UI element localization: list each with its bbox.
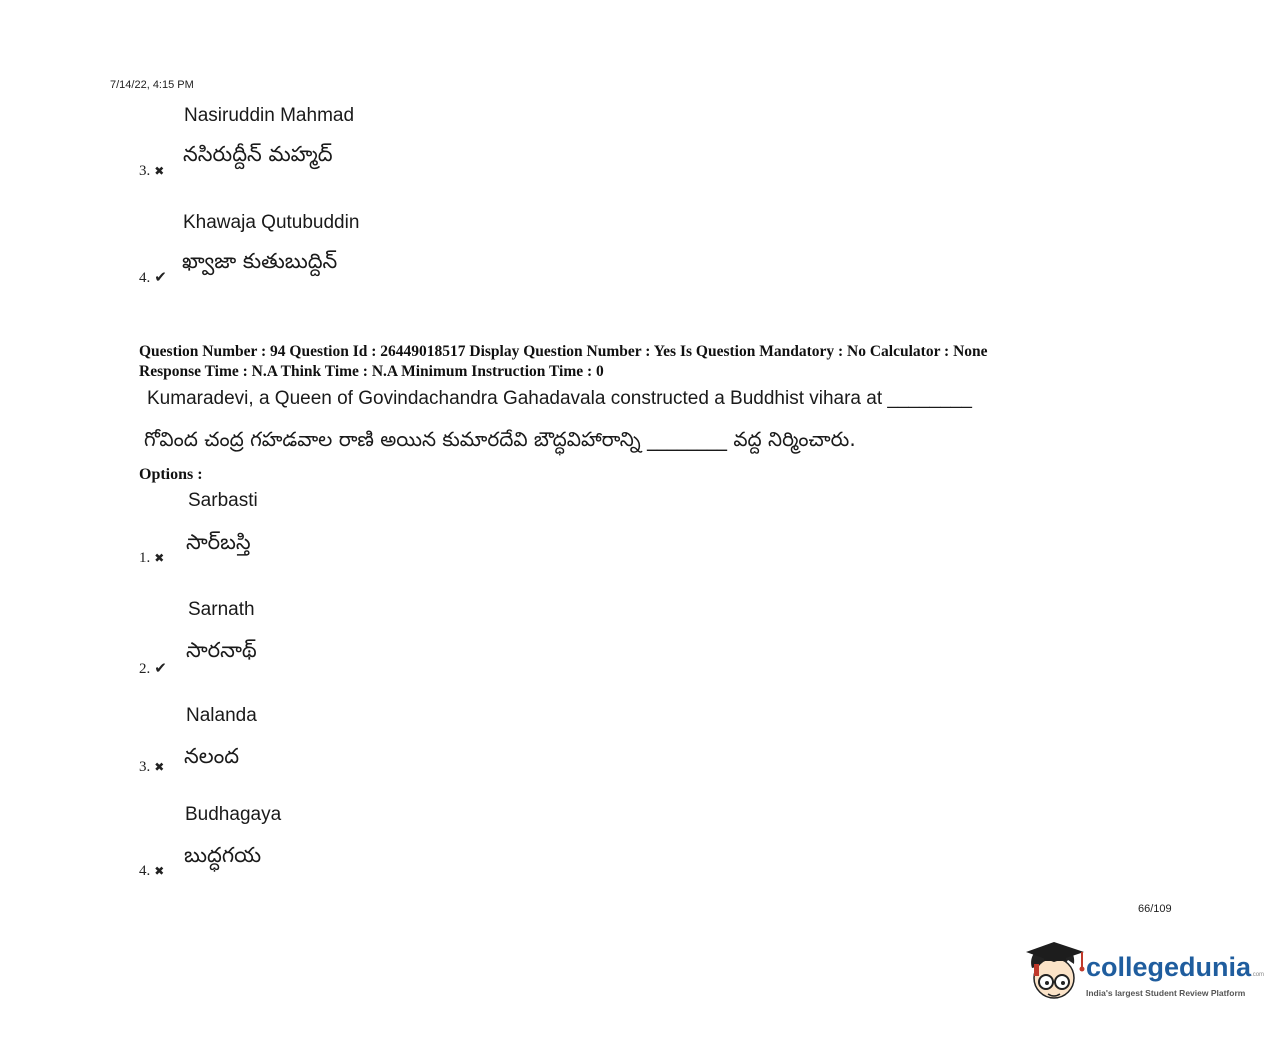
option-number: 2. [139,661,151,677]
option-number: 1. [139,550,151,566]
check-icon: ✔ [154,268,167,286]
student-mascot-icon [1024,938,1086,1010]
check-icon: ✔ [154,659,167,677]
option-2-marker [139,659,167,678]
question-text-english: Kumaradevi, a Queen of Govindachandra Gahadavala constructed a Buddhist vihara at ________ [147,388,972,409]
question-text-telugu: గోవింద చంద్ర గహడవాల రాణి అయిన కుమారదేవి బౌద్ధవిహారాన్ని ________ వద్ద నిర్మించారు. [144,427,856,451]
option-number: 3. [139,163,151,179]
option-1-marker [139,549,164,567]
brand-wordmark [1086,952,1264,983]
option-3-telugu: నలంద [184,744,240,768]
option-number: 4. [139,270,151,286]
cross-icon: ✖ [154,551,165,565]
brand-suffix: .com [1251,972,1265,978]
prev-option-4-english: Khawaja Qutubuddin [183,212,360,233]
prev-option-3-telugu: నసిరుద్దీన్ మహ్మద్ [183,142,333,166]
cross-icon: ✖ [154,760,165,774]
question-meta-line1: Question Number : 94 Question Id : 26449018517 Display Question Number : Yes Is Question Mandatory : No Calculator : None [139,343,988,360]
prev-option-3-english: Nasiruddin Mahmad [184,105,355,126]
brand-name: collegedunia [1086,952,1252,982]
option-2-english: Sarnath [188,599,255,620]
options-label: Options : [139,466,203,483]
collegedunia-watermark [1024,938,1265,1014]
print-timestamp: 7/14/22, 4:15 PM [110,79,194,91]
cross-icon: ✖ [154,864,165,878]
option-2-telugu: సారనాథ్ [186,638,257,662]
option-3-english: Nalanda [186,705,257,726]
prev-option-3-marker [139,162,164,180]
prev-option-4-telugu: ఖ్వాజా కుతుబుద్దిన్ [182,249,338,273]
option-4-english: Budhagaya [185,804,282,825]
option-number: 4. [139,863,151,879]
option-4-marker [139,862,164,880]
cross-icon: ✖ [154,164,165,178]
option-3-marker [139,758,164,776]
page-number: 66/109 [1138,903,1172,915]
option-1-english: Sarbasti [188,490,258,511]
option-4-telugu: బుద్ధగయ [184,843,262,867]
option-1-telugu: సార్‌బస్తి [186,530,251,554]
brand-tagline: India's largest Student Review Platform [1086,988,1246,998]
prev-option-4-marker [139,268,167,287]
question-meta-line2: Response Time : N.A Think Time : N.A Minimum Instruction Time : 0 [139,363,604,380]
option-number: 3. [139,759,151,775]
